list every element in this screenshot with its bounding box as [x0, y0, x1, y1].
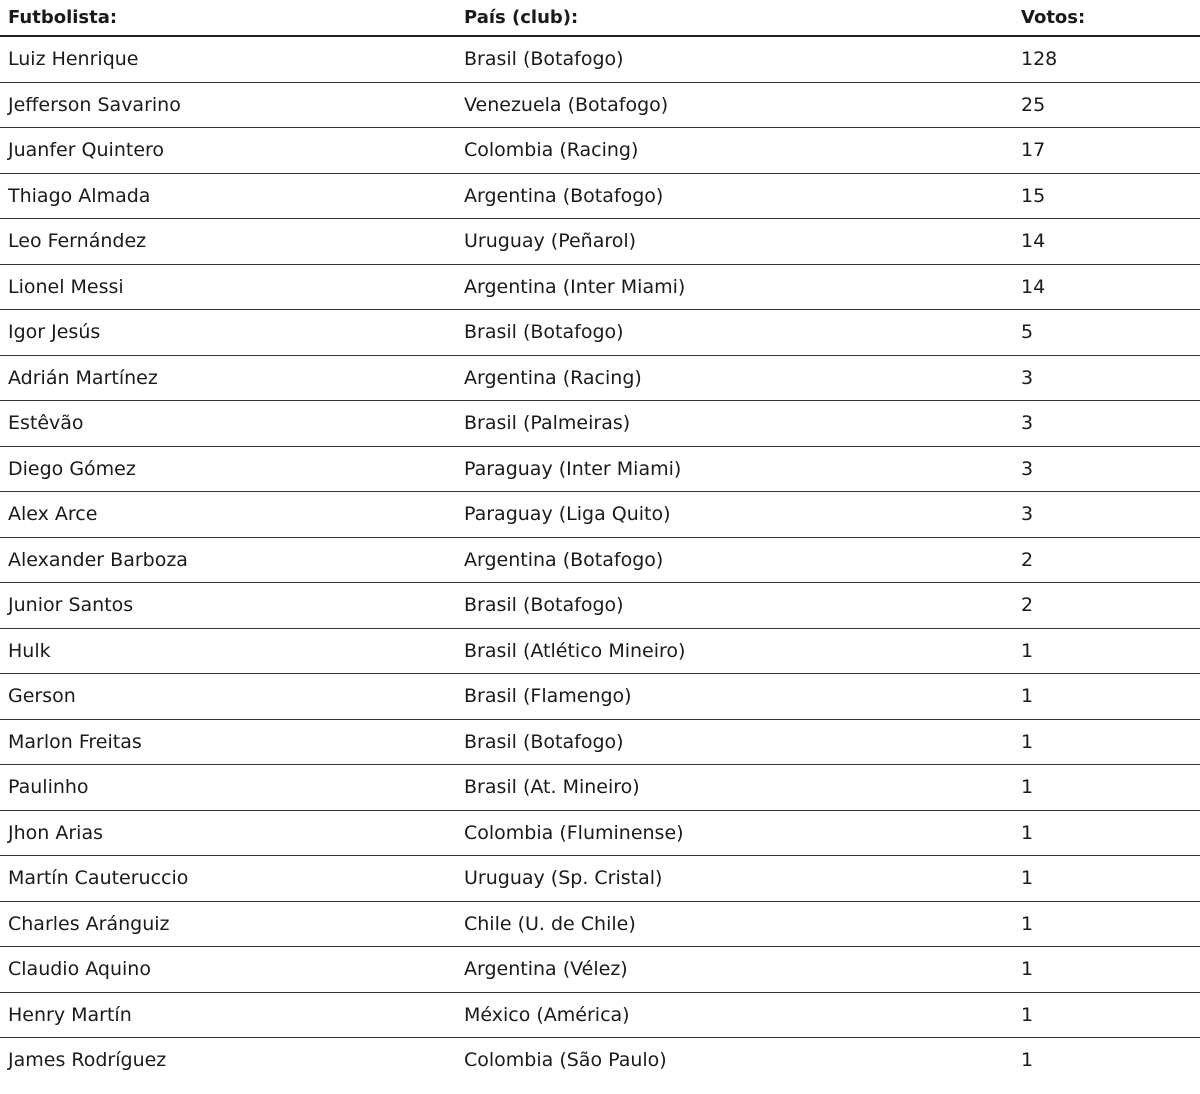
votes-cell: 3: [1013, 401, 1200, 447]
table-row: [0, 264, 1200, 310]
country-club-cell: Brasil (Botafogo): [456, 310, 1013, 356]
country-club-cell: Colombia (São Paulo): [464, 1049, 667, 1072]
country-club-cell: Paraguay (Liga Quito): [456, 492, 1013, 538]
table-row: [0, 401, 1200, 447]
country-club-cell: Brasil (Botafogo): [456, 719, 1013, 765]
table-row: [0, 765, 1200, 811]
player-name-cell: Henry Martín: [0, 992, 456, 1038]
table-row: [0, 901, 1200, 947]
table-row: [0, 719, 1200, 765]
table-row: [0, 310, 1200, 356]
player-name-cell: Luiz Henrique: [0, 36, 456, 82]
country-club-cell: Brasil (Botafogo): [456, 583, 1013, 629]
country-club-cell: Uruguay (Sp. Cristal): [456, 856, 1013, 902]
header-votos: Votos:: [1013, 0, 1200, 36]
country-club-cell: Brasil (Palmeiras): [456, 401, 1013, 447]
player-name-cell: Diego Gómez: [0, 446, 456, 492]
table-row: [0, 628, 1200, 674]
country-club-cell: Argentina (Inter Miami): [456, 264, 1013, 310]
country-club-cell: Chile (U. de Chile): [456, 901, 1013, 947]
country-club-cell: Uruguay (Peñarol): [456, 219, 1013, 265]
header-pais-club: País (club):: [456, 0, 1013, 36]
country-club-cell: Brasil (Flamengo): [456, 674, 1013, 720]
player-name-cell: Estêvão: [0, 401, 456, 447]
country-club-cell: Argentina (Botafogo): [456, 537, 1013, 583]
votes-cell: 1: [1013, 856, 1200, 902]
votes-cell: 14: [1013, 219, 1200, 265]
player-name-cell: Charles Aránguiz: [0, 901, 456, 947]
table-row: [0, 173, 1200, 219]
player-name-cell: Hulk: [0, 628, 456, 674]
header-futbolista: Futbolista:: [0, 0, 456, 36]
table-row: [0, 36, 1200, 82]
table-row: [0, 219, 1200, 265]
votes-cell: 128: [1013, 36, 1200, 82]
country-club-cell: Venezuela (Botafogo): [456, 82, 1013, 128]
header-row: [0, 0, 1200, 36]
votes-cell: 3: [1013, 355, 1200, 401]
player-name-cell: Jefferson Savarino: [0, 82, 456, 128]
country-club-cell: Argentina (Botafogo): [456, 173, 1013, 219]
table-row: [0, 810, 1200, 856]
table-row: [0, 446, 1200, 492]
player-name-cell: Junior Santos: [0, 583, 456, 629]
votes-cell: 1: [1013, 810, 1200, 856]
table-row: [0, 128, 1200, 174]
votes-cell: 1: [1013, 901, 1200, 947]
country-club-cell: Brasil (Atlético Mineiro): [456, 628, 1013, 674]
table-row: [0, 355, 1200, 401]
country-club-cell: Colombia (Fluminense): [456, 810, 1013, 856]
table-row: [0, 82, 1200, 128]
player-name-cell: Paulinho: [0, 765, 456, 811]
player-name-cell: Thiago Almada: [0, 173, 456, 219]
table-row: [0, 537, 1200, 583]
player-name-cell: Alexander Barboza: [0, 537, 456, 583]
votes-cell: 1: [1013, 628, 1200, 674]
country-club-cell: México (América): [456, 992, 1013, 1038]
country-club-cell: Brasil (At. Mineiro): [456, 765, 1013, 811]
table-row: [0, 583, 1200, 629]
votes-cell: 3: [1013, 492, 1200, 538]
player-name-cell: Lionel Messi: [0, 264, 456, 310]
votes-cell: 15: [1013, 173, 1200, 219]
player-name-cell: James Rodríguez: [8, 1049, 167, 1072]
country-club-cell: Argentina (Vélez): [456, 947, 1013, 993]
votes-cell: 25: [1013, 82, 1200, 128]
table-header: [0, 0, 1200, 36]
country-club-cell: Colombia (Racing): [456, 128, 1013, 174]
player-name-cell: Claudio Aquino: [0, 947, 456, 993]
votes-cell: 1: [1013, 992, 1200, 1038]
player-name-cell: Alex Arce: [0, 492, 456, 538]
table-row: [0, 492, 1200, 538]
table-row: [0, 992, 1200, 1038]
player-name-cell: Martín Cauteruccio: [0, 856, 456, 902]
votes-cell: 5: [1013, 310, 1200, 356]
player-name-cell: Gerson: [0, 674, 456, 720]
table-row: [0, 1038, 1200, 1083]
votes-cell: 1: [1013, 719, 1200, 765]
votes-cell: 17: [1013, 128, 1200, 174]
votes-cell: 1: [1013, 674, 1200, 720]
votes-cell: 1: [1013, 765, 1200, 811]
player-name-cell: Juanfer Quintero: [0, 128, 456, 174]
votes-cell: 2: [1013, 583, 1200, 629]
country-club-cell: Paraguay (Inter Miami): [456, 446, 1013, 492]
player-name-cell: Marlon Freitas: [0, 719, 456, 765]
votes-cell: 14: [1013, 264, 1200, 310]
country-club-cell: Argentina (Racing): [456, 355, 1013, 401]
table-row: [0, 947, 1200, 993]
votes-cell: 1: [1013, 947, 1200, 993]
player-name-cell: Jhon Arias: [0, 810, 456, 856]
table-body: [0, 36, 1200, 1083]
player-name-cell: Leo Fernández: [0, 219, 456, 265]
votes-cell: 1: [1021, 1049, 1034, 1072]
votes-cell: 3: [1013, 446, 1200, 492]
player-name-cell: Adrián Martínez: [0, 355, 456, 401]
table-row: [0, 856, 1200, 902]
player-name-cell: Igor Jesús: [0, 310, 456, 356]
country-club-cell: Brasil (Botafogo): [456, 36, 1013, 82]
votes-cell: 2: [1013, 537, 1200, 583]
table-row: [0, 674, 1200, 720]
